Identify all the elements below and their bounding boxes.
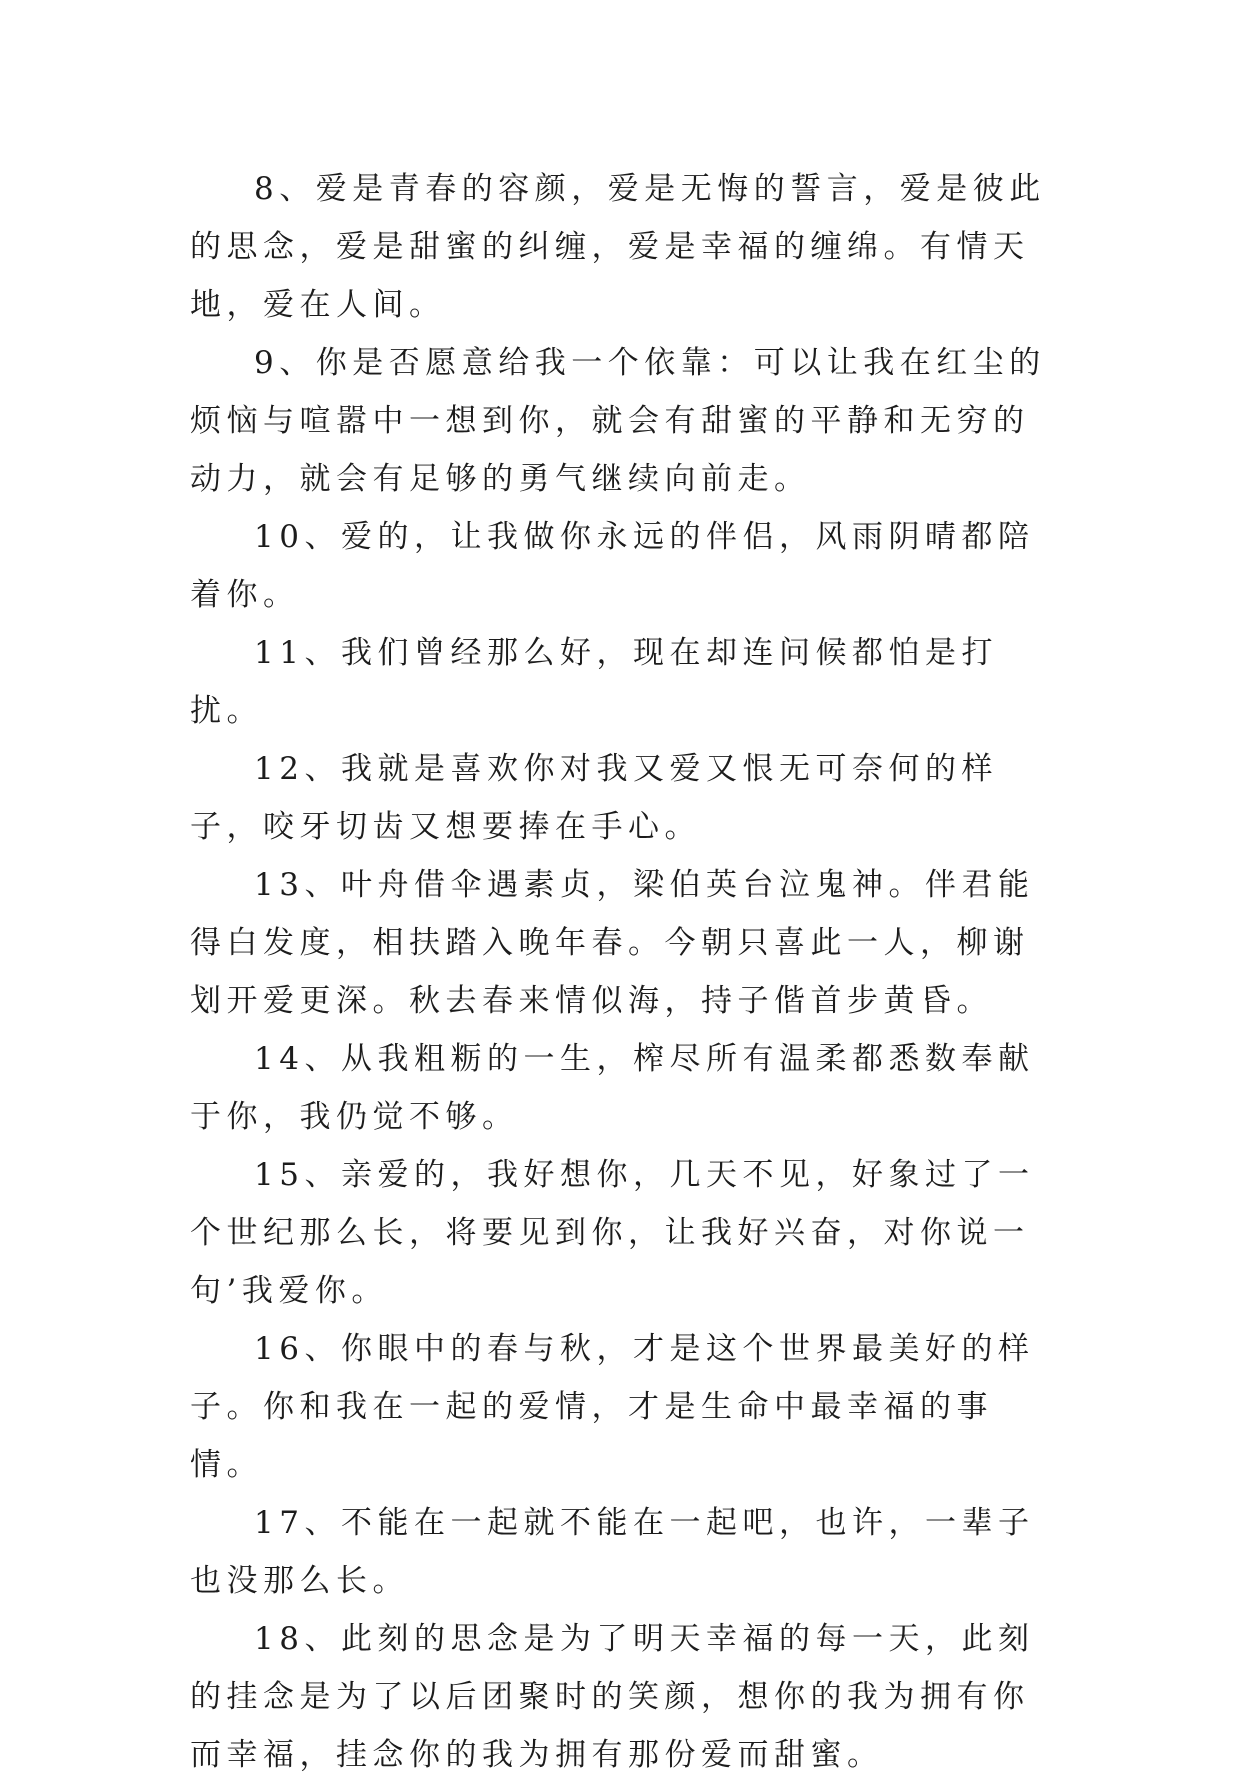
- paragraph-18: 18、此刻的思念是为了明天幸福的每一天，此刻的挂念是为了以后团聚时的笑颜，想你的我为拥有你而幸福，挂念你的我为拥有那份爱而甜蜜。: [190, 1621, 1035, 1773]
- document-body: [190, 160, 1056, 1784]
- paragraph-15: 15、亲爱的，我好想你，几天不见，好象过了一个世纪那么长，将要见到你，让我好兴奋，对你说一句’我爱你。: [190, 1157, 1035, 1309]
- paragraph-12: 12、我就是喜欢你对我又爱又恨无可奈何的样子，咬牙切齿又想要捧在手心。: [190, 751, 998, 845]
- paragraph-13: 13、叶舟借伞遇素贞，梁伯英台泣鬼神。伴君能得白发度，相扶踏入晚年春。今朝只喜此一人，柳谢划开爱更深。秋去春来情似海，持子偕首步黄昏。: [190, 867, 1035, 1019]
- paragraph-14: 14、从我粗粝的一生，榨尽所有温柔都悉数奉献于你，我仍觉不够。: [190, 1041, 1035, 1135]
- paragraph-9: 9、你是否愿意给我一个依靠：可以让我在红尘的烦恼与喧嚣中一想到你，就会有甜蜜的平静和无穷的动力，就会有足够的勇气继续向前走。: [190, 345, 1046, 497]
- paragraph-8: 8、爱是青春的容颜，爱是无悔的誓言，爱是彼此的思念，爱是甜蜜的纠缠，爱是幸福的缠绵。有情天地，爱在人间。: [190, 171, 1046, 323]
- paragraph-11: 11、我们曾经那么好，现在却连问候都怕是打扰。: [190, 635, 998, 729]
- paragraph-10: 10、爱的，让我做你永远的伴侣，风雨阴晴都陪着你。: [190, 519, 1035, 613]
- paragraph-17: 17、不能在一起就不能在一起吧，也许，一辈子也没那么长。: [190, 1505, 1035, 1599]
- paragraph-16: 16、你眼中的春与秋，才是这个世界最美好的样子。你和我在一起的爱情，才是生命中最幸福的事情。: [190, 1331, 1035, 1483]
